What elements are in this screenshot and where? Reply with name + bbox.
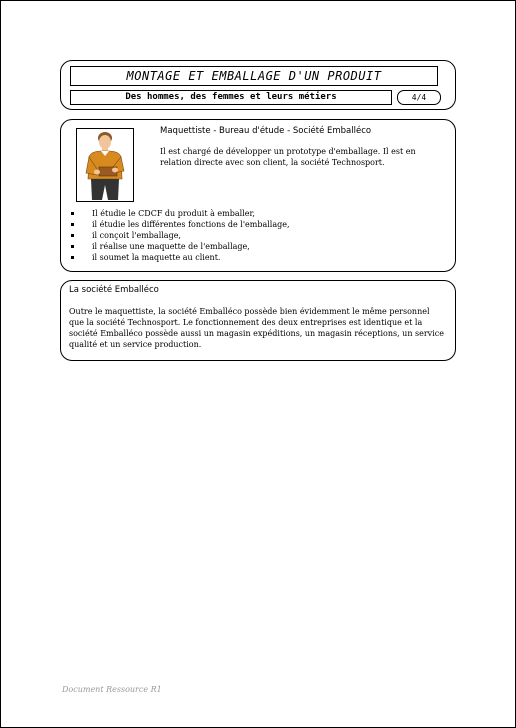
list-item: il conçoit l'emballage, (69, 230, 290, 241)
job-description: Il est chargé de développer un prototype d'emballage. Il est en relation directe avec son client, la société Technosport. (160, 147, 416, 167)
list-item: il réalise une maquette de l'emballage, (69, 241, 290, 252)
job-title: Maquettiste - Bureau d'étude - Société Emballéco (160, 126, 372, 136)
header-panel (60, 60, 456, 110)
company-description: Outre le maquettiste, la société Emballéco possède bien évidemment le même personnel que la société Technosport. Le fonctionnement des deux entreprises est identique et la société Emballéco possède aussi un magasin expéditions, un magasin réceptions, un service qualité et un service production. (69, 307, 444, 349)
company-title: La société Emballéco (69, 285, 159, 295)
document-subtitle: Des hommes, des femmes et leurs métiers (70, 90, 392, 105)
list-item: il soumet la maquette au client. (69, 252, 290, 263)
page-number: 4/4 (397, 90, 441, 105)
worker-holding-box-icon (77, 129, 133, 201)
worker-illustration (76, 128, 134, 202)
task-list (69, 208, 290, 263)
job-panel (60, 119, 456, 272)
document-title: MONTAGE ET EMBALLAGE D'UN PRODUIT (70, 66, 438, 86)
list-item: Il étudie le CDCF du produit à emballer, (69, 208, 290, 219)
company-panel (60, 280, 456, 361)
footer-text: Document Ressource R1 (62, 685, 162, 694)
list-item: il étudie les différentes fonctions de l'emballage, (69, 219, 290, 230)
